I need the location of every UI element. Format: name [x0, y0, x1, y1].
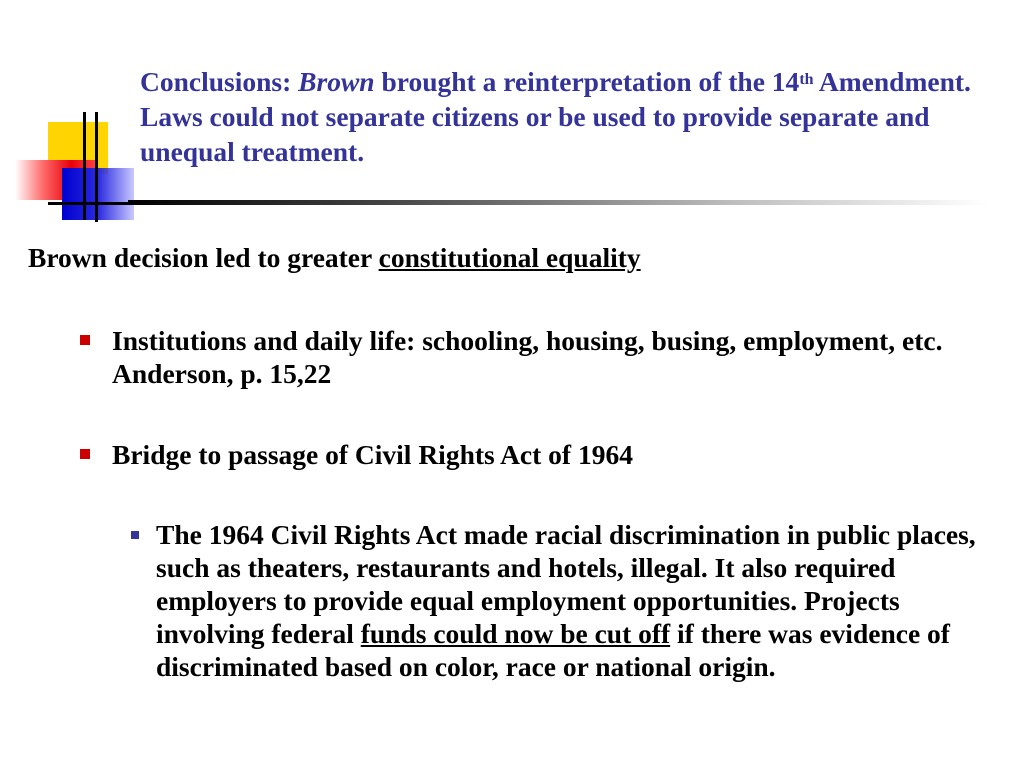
title-divider — [128, 200, 988, 205]
decorative-logo — [0, 0, 140, 230]
bullet-marker-icon — [80, 449, 90, 459]
title-italic: Brown — [298, 66, 375, 97]
sub-bullet-item — [156, 518, 986, 683]
bullet-text: Institutions and daily life: schooling, housing, busing, employment, etc. Anderson, p. 15,22 — [112, 325, 943, 389]
sub-bullet-marker-icon — [131, 531, 139, 539]
title-superscript: th — [799, 71, 814, 88]
vertical-line-shape — [95, 112, 98, 222]
section-heading — [28, 238, 978, 278]
sub-bullet-text-after: if there was evidence of discriminated based on color, race or national origin. — [156, 618, 950, 682]
sub-bullet-text-before: The 1964 Civil Rights Act made racial discrimination in public places, such as theaters, restaurants and hotels, illegal. It also required employers to provide equal employment opportunities. Projects involving federal — [156, 519, 976, 649]
bullet-marker-icon — [80, 335, 90, 345]
slide-title — [140, 64, 1000, 169]
bullet-item — [112, 438, 972, 471]
title-suffix: Amendment. Laws could not separate citizens or be used to provide separate and unequal treatment. — [140, 66, 971, 167]
bullet-item — [112, 324, 972, 390]
sub-bullet-underlined: funds could now be cut off — [360, 618, 671, 649]
heading-text: Brown decision led to greater — [28, 242, 379, 273]
heading-underlined: constitutional equality — [378, 242, 641, 273]
title-prefix: Conclusions: — [140, 66, 299, 97]
horizontal-line-shape — [48, 202, 128, 205]
blue-square-shape — [62, 168, 134, 220]
bullet-text: Bridge to passage of Civil Rights Act of 1964 — [112, 439, 633, 470]
title-middle: brought a reinterpretation of the 14 — [374, 66, 800, 97]
